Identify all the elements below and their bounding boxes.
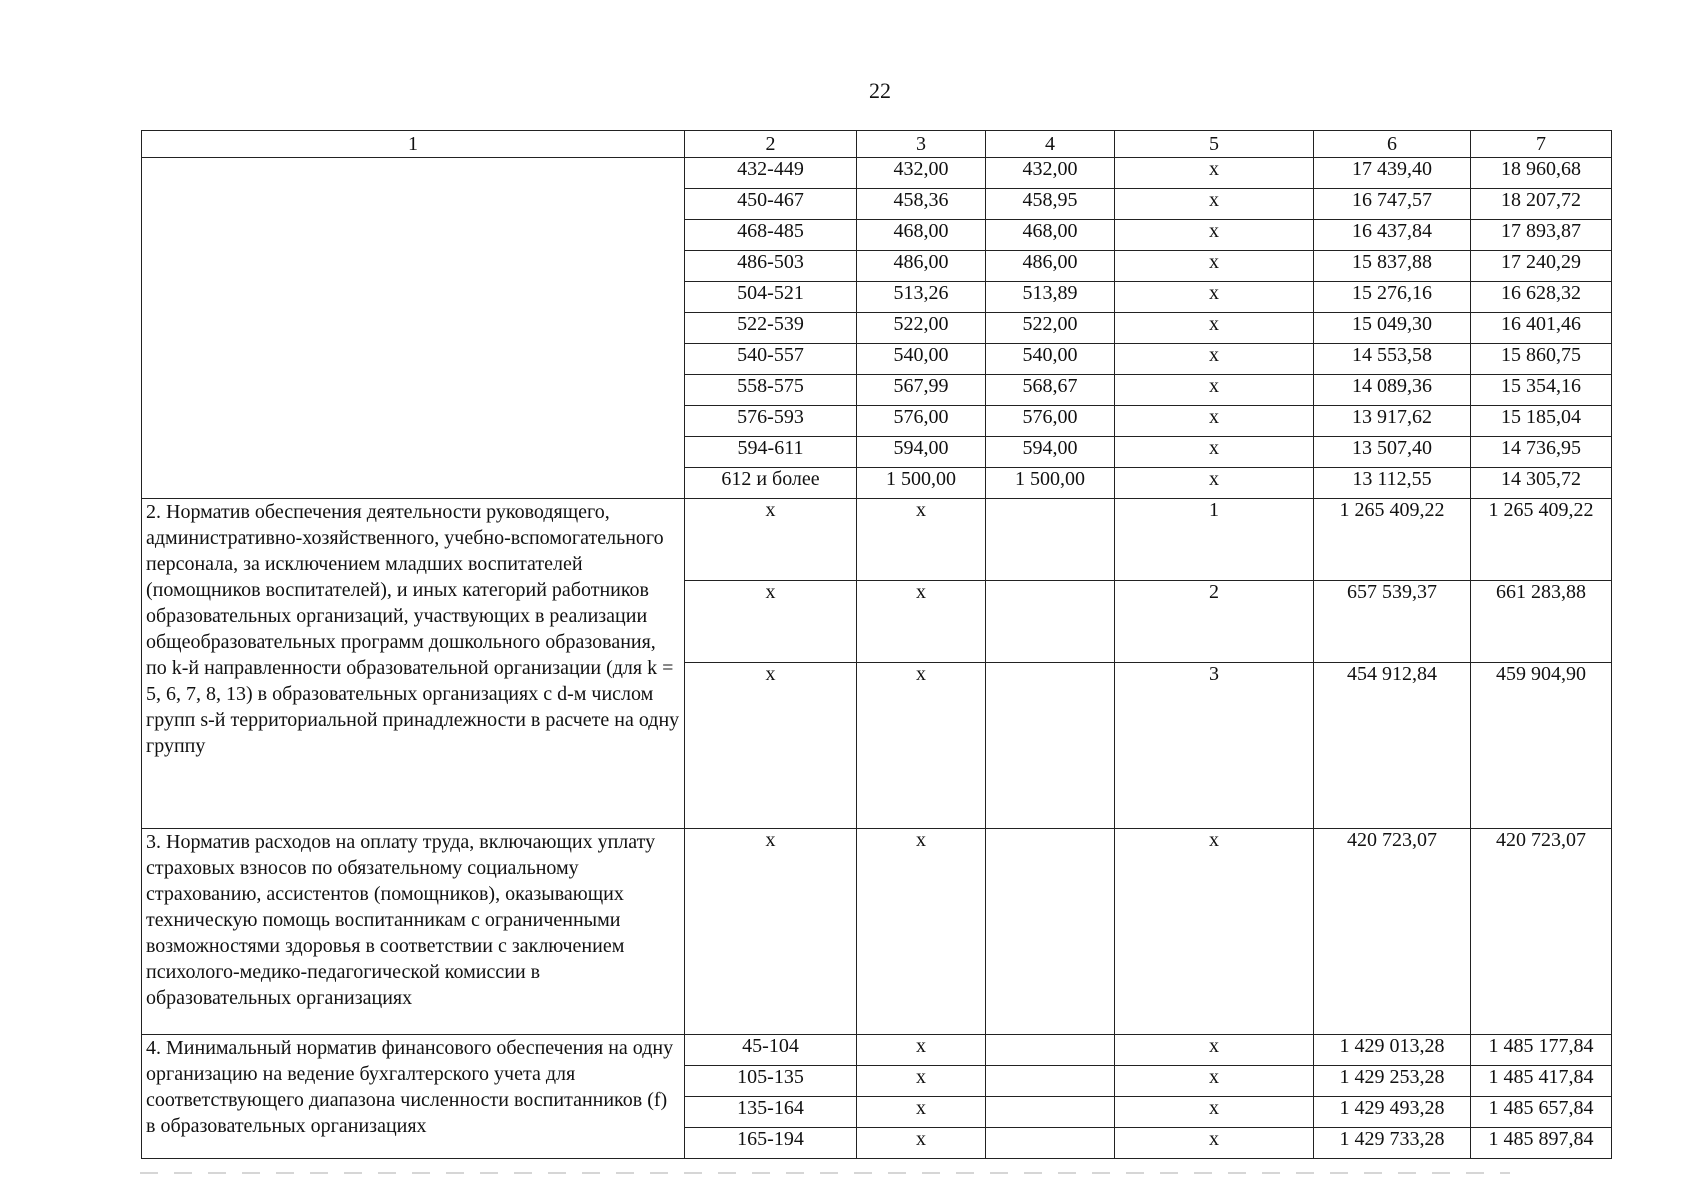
page-number: 22 [869,78,891,103]
table-cell [986,1097,1115,1128]
table-cell: 661 283,88 [1471,581,1612,663]
table-cell: 3 [1115,663,1314,829]
table-cell: 135-164 [685,1097,857,1128]
table-cell: х [1115,406,1314,437]
table-cell: 432,00 [857,158,986,189]
table-cell [986,1128,1115,1159]
table-cell: х [1115,189,1314,220]
header-col-5: 5 [1115,131,1314,158]
table-cell: 16 437,84 [1314,220,1471,251]
table-cell: 576,00 [857,406,986,437]
table-cell: 420 723,07 [1471,829,1612,1035]
table-cell: 15 276,16 [1314,282,1471,313]
table-cell: 454 912,84 [1314,663,1471,829]
table-cell: 1 500,00 [857,468,986,499]
table-cell: 1 265 409,22 [1471,499,1612,581]
table-cell: 576-593 [685,406,857,437]
table-cell: 594-611 [685,437,857,468]
table-cell: 540,00 [857,344,986,375]
table-cell: 468-485 [685,220,857,251]
section-4-description: 4. Минимальный норматив финансового обеспечения на одну организацию на ведение бухгалтерского учета для соответствующего диапазона численности воспитанников (f) в образовательных организациях [142,1035,685,1159]
table-cell [986,829,1115,1035]
table-cell: 17 439,40 [1314,158,1471,189]
section-3-description: 3. Норматив расходов на оплату труда, включающих уплату страховых взносов по обязательному социальному страхованию, ассистентов (помощников), оказывающих техническую помощь воспитанникам с ограниченными возможностями здоровья в соответствии с заключением психолого-медико-педагогической комиссии в образовательных организациях [142,829,685,1035]
table-cell: 486,00 [986,251,1115,282]
table-cell: 1 [1115,499,1314,581]
empty-description-cell [142,158,685,499]
table-row [142,499,1612,581]
table-cell: 1 429 253,28 [1314,1066,1471,1097]
table-cell: 558-575 [685,375,857,406]
table-cell: х [1115,158,1314,189]
table-cell: 540,00 [986,344,1115,375]
table-cell: 14 305,72 [1471,468,1612,499]
table-cell: 458,36 [857,189,986,220]
table-cell: 13 112,55 [1314,468,1471,499]
table-cell: 568,67 [986,375,1115,406]
table-cell: х [857,1128,986,1159]
table-cell: 450-467 [685,189,857,220]
table-cell: 14 736,95 [1471,437,1612,468]
table-cell: х [1115,220,1314,251]
table-cell: х [857,1035,986,1066]
table-cell: х [1115,375,1314,406]
table-cell: 13 507,40 [1314,437,1471,468]
header-col-7: 7 [1471,131,1612,158]
table-cell: 567,99 [857,375,986,406]
table-cell: 522,00 [857,313,986,344]
table-cell: 1 429 493,28 [1314,1097,1471,1128]
table-cell [986,1066,1115,1097]
section-2-description: 2. Норматив обеспечения деятельности руководящего, административно-хозяйственного, учебно-вспомогательного персонала, за исключением младших воспитателей (помощников воспитателей), и иных категорий работников образовательных организаций, участвующих в реализации общеобразовательных программ дошкольного образования, по k-й направленности образовательной организации (для k = 5, 6, 7, 8, 13) в образовательных организациях с d-м числом групп s-й территориальной принадлежности в расчете на одну группу [142,499,685,829]
header-col-6: 6 [1314,131,1471,158]
table-cell: х [685,663,857,829]
table-cell: х [1115,468,1314,499]
scan-artifact-line [140,1172,1510,1174]
table-cell: 594,00 [986,437,1115,468]
table-cell: х [857,829,986,1035]
table-cell: х [857,499,986,581]
table-cell: х [685,581,857,663]
table-cell: 16 747,57 [1314,189,1471,220]
table-cell: х [1115,282,1314,313]
header-row [142,131,1612,158]
table-cell [986,663,1115,829]
table-cell: 16 401,46 [1471,313,1612,344]
table-cell: 1 500,00 [986,468,1115,499]
table-cell: х [857,663,986,829]
table-cell: 1 485 417,84 [1471,1066,1612,1097]
table-cell: х [857,581,986,663]
table-cell: 522,00 [986,313,1115,344]
norms-table [141,130,1612,1159]
table-cell: х [1115,251,1314,282]
table-cell: 432,00 [986,158,1115,189]
table-cell [986,1035,1115,1066]
table-cell: 657 539,37 [1314,581,1471,663]
table-cell: 18 207,72 [1471,189,1612,220]
table-cell: 45-104 [685,1035,857,1066]
table-cell: х [1115,1035,1314,1066]
table-cell: 486,00 [857,251,986,282]
table-cell: х [1115,437,1314,468]
table-cell: 15 837,88 [1314,251,1471,282]
table-cell: 1 429 013,28 [1314,1035,1471,1066]
table-cell: 576,00 [986,406,1115,437]
table-cell: х [1115,829,1314,1035]
table-cell: 486-503 [685,251,857,282]
table-row [142,829,1612,1035]
table-cell: х [1115,1097,1314,1128]
table-cell: х [857,1097,986,1128]
table-cell: 1 485 897,84 [1471,1128,1612,1159]
table-cell: 2 [1115,581,1314,663]
table-cell: 468,00 [986,220,1115,251]
table-cell: 15 049,30 [1314,313,1471,344]
table-cell [986,499,1115,581]
table-cell: 13 917,62 [1314,406,1471,437]
table-cell: 14 089,36 [1314,375,1471,406]
table-cell: 18 960,68 [1471,158,1612,189]
table-cell [986,581,1115,663]
table-cell: 432-449 [685,158,857,189]
table-cell: 1 265 409,22 [1314,499,1471,581]
table-cell: 522-539 [685,313,857,344]
table-cell: 15 860,75 [1471,344,1612,375]
table-cell: 513,26 [857,282,986,313]
table-row [142,1035,1612,1066]
table-cell: 17 240,29 [1471,251,1612,282]
header-col-3: 3 [857,131,986,158]
table-cell: х [685,499,857,581]
table-cell: 17 893,87 [1471,220,1612,251]
table-cell: 504-521 [685,282,857,313]
table-cell: 105-135 [685,1066,857,1097]
table-row [142,158,1612,189]
table-cell: 1 485 657,84 [1471,1097,1612,1128]
table-cell: 15 354,16 [1471,375,1612,406]
table-cell: х [1115,344,1314,375]
table-cell: 540-557 [685,344,857,375]
table-cell: 165-194 [685,1128,857,1159]
header-col-1: 1 [142,131,685,158]
table-cell: 16 628,32 [1471,282,1612,313]
table-cell: 1 485 177,84 [1471,1035,1612,1066]
table-cell: х [1115,1066,1314,1097]
table-cell: 594,00 [857,437,986,468]
table-cell: х [685,829,857,1035]
table-cell: 513,89 [986,282,1115,313]
table-cell: 612 и более [685,468,857,499]
table-cell: х [1115,313,1314,344]
header-col-4: 4 [986,131,1115,158]
table-cell: 14 553,58 [1314,344,1471,375]
table-cell: х [857,1066,986,1097]
table-cell: 420 723,07 [1314,829,1471,1035]
table-cell: 15 185,04 [1471,406,1612,437]
table-cell: 468,00 [857,220,986,251]
table-cell: 459 904,90 [1471,663,1612,829]
table-cell: х [1115,1128,1314,1159]
header-col-2: 2 [685,131,857,158]
table-cell: 1 429 733,28 [1314,1128,1471,1159]
table-cell: 458,95 [986,189,1115,220]
